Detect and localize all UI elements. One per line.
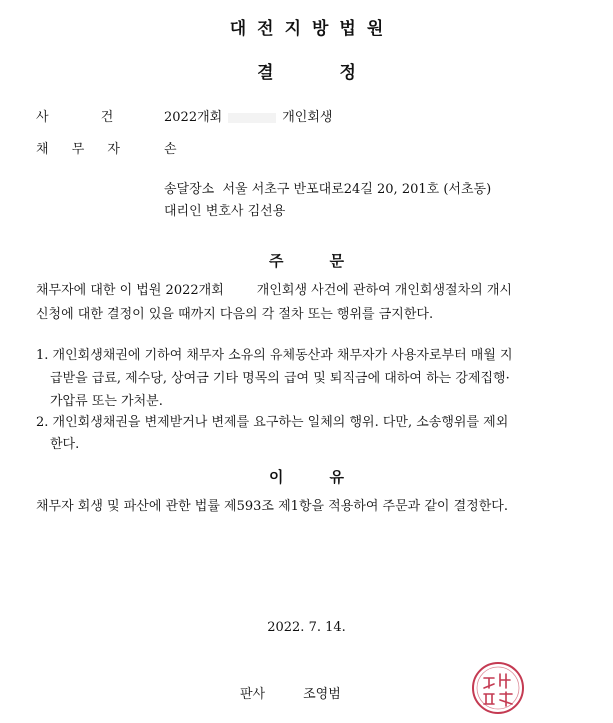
case-number: [164, 106, 332, 125]
order-heading-char-1: 주: [269, 252, 284, 270]
judge-signature-line: [240, 683, 341, 702]
case-label-char-2: 건: [100, 110, 114, 125]
debtor-label-char-3: 자: [107, 142, 120, 157]
reason-heading-char-1: 이: [269, 468, 284, 486]
reason-heading: [0, 466, 613, 487]
court-name: 대전지방법원: [229, 19, 395, 39]
reason-text: 채무자 회생 및 파산에 관한 법률 제593조 제1항을 적용하여 주문과 같이 결정한다.: [36, 499, 508, 514]
agent-attorney: 대리인 변호사 김선용: [164, 204, 286, 219]
debtor-name: 손: [164, 142, 177, 157]
debtor-label-char-2: 무: [71, 142, 85, 157]
reason-heading-char-2: 유: [329, 468, 344, 486]
debtor-label-char-1: 채: [36, 142, 49, 157]
case-type: 개인회생: [282, 110, 333, 125]
case-number-prefix: 2022개회: [164, 110, 223, 125]
decision-date: 2022. 7. 14.: [267, 620, 346, 635]
service-address: 송달장소 서울 서초구 반포대로24길 20, 201호 (서초동): [164, 182, 492, 197]
order-intro-line-1: 채무자에 대한 이 법원 2022개회 개인회생 사건에 관하여 개인회생절차의 개시: [36, 283, 512, 298]
document-type: [0, 58, 613, 83]
order-heading: [0, 250, 613, 271]
case-label: [36, 106, 113, 125]
court-seal-icon: [470, 660, 526, 716]
order-item-2-line-2: 한다.: [50, 437, 80, 452]
order-item-1-line-2: 급받을 급료, 제수당, 상여금 기타 명목의 급여 및 퇴직금에 대하여 하는 강제집행·: [50, 371, 510, 386]
order-heading-char-2: 문: [329, 252, 344, 270]
order-item-2-line-1: 2. 개인회생채권을 변제받거나 변제를 요구하는 일체의 행위. 다만, 소송행위를 제외: [36, 415, 509, 430]
order-intro-line-2: 신청에 대한 결정이 있을 때까지 다음의 각 절차 또는 행위를 금지한다.: [36, 307, 434, 322]
redaction-mask: [228, 113, 276, 123]
order-item-1-line-3: 가압류 또는 가처분.: [50, 394, 163, 409]
document-type-char-2: 정: [339, 63, 356, 83]
order-item-1-line-1: 1. 개인회생채권에 기하여 채무자 소유의 유체동산과 채무자가 사용자로부터 매월 지: [36, 348, 513, 363]
case-label-char-1: 사: [36, 110, 49, 125]
judge-title: 판사: [240, 687, 266, 702]
judge-name: 조영범: [303, 687, 341, 702]
document-type-char-1: 결: [257, 63, 274, 83]
debtor-label: [36, 138, 120, 157]
